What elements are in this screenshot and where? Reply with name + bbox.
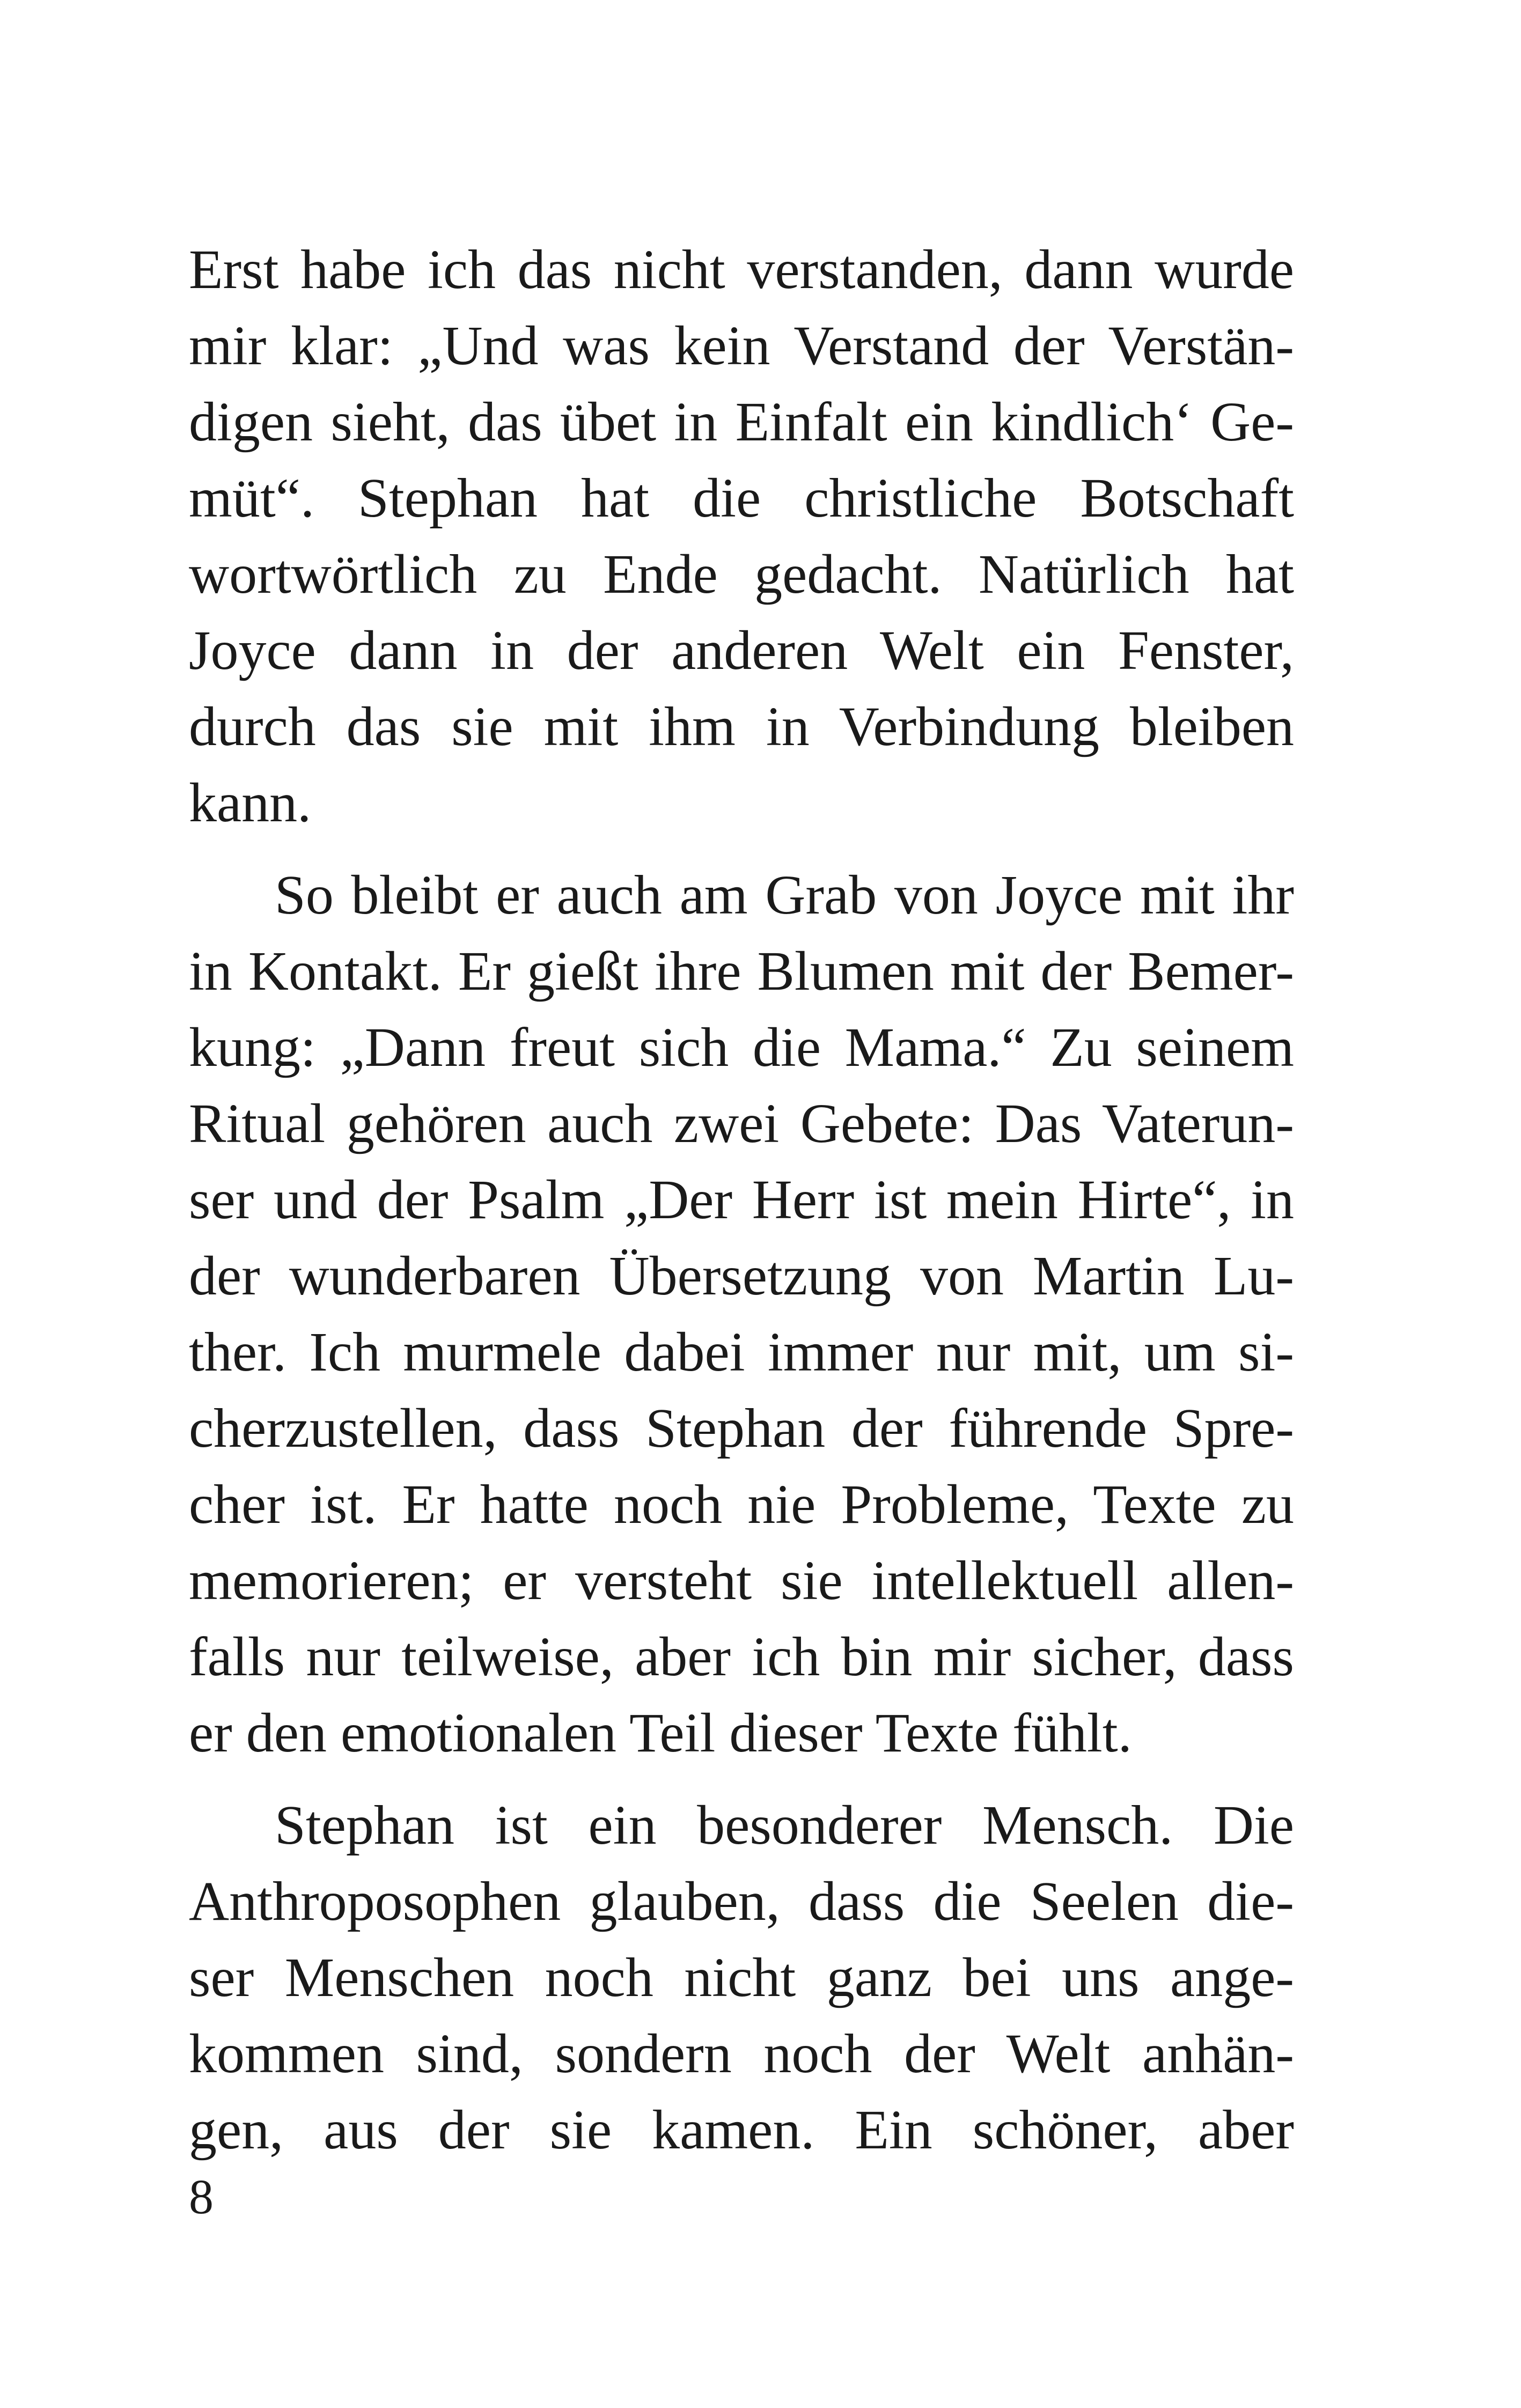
text-line: ther. Ich murmele dabei immer nur mit, um si- (189, 1321, 1294, 1383)
text-line: in Kontakt. Er gießt ihre Blumen mit der Bemer- (189, 940, 1294, 1002)
text-line: gen, aus der sie kamen. Ein schöner, aber (189, 2099, 1294, 2161)
text-line: müt“. Stephan hat die christliche Botschaft (189, 467, 1294, 529)
text-line: So bleibt er auch am Grab von Joyce mit ihr (275, 864, 1294, 926)
text-line: digen sieht, das übet in Einfalt ein kindlich‘ Ge- (189, 391, 1294, 453)
text-line: er den emotionalen Teil dieser Texte fühlt. (189, 1702, 1132, 1764)
paragraph (189, 232, 1294, 841)
text-line: ser Menschen noch nicht ganz bei uns ange- (189, 1947, 1294, 2008)
text-line: cher ist. Er hatte noch nie Probleme, Texte zu (189, 1474, 1294, 1535)
text-line: Ritual gehören auch zwei Gebete: Das Vaterun- (189, 1093, 1294, 1154)
text-line: memorieren; er versteht sie intellektuell allen- (189, 1550, 1294, 1611)
text-line: cherzustellen, dass Stephan der führende Spre- (189, 1397, 1294, 1459)
body-text (189, 232, 1294, 2168)
text-line: kung: „Dann freut sich die Mama.“ Zu seinem (189, 1017, 1294, 1078)
text-line: kommen sind, sondern noch der Welt anhän- (189, 2023, 1294, 2085)
page-number: 8 (189, 2169, 214, 2224)
text-line: falls nur teilweise, aber ich bin mir sicher, dass (189, 1626, 1294, 1688)
text-line: Anthroposophen glauben, dass die Seelen die- (189, 1871, 1294, 1932)
text-line: kann. (189, 772, 312, 834)
paragraph (189, 857, 1294, 1771)
text-line: mir klar: „Und was kein Verstand der Verstän- (189, 315, 1294, 377)
text-line: Stephan ist ein besonderer Mensch. Die (275, 1794, 1294, 1856)
text-line: wortwörtlich zu Ende gedacht. Natürlich hat (189, 543, 1294, 605)
text-line: der wunderbaren Übersetzung von Martin Lu- (189, 1245, 1294, 1307)
text-line: Erst habe ich das nicht verstanden, dann wurde (189, 239, 1294, 300)
text-line: Joyce dann in der anderen Welt ein Fenster, (189, 620, 1294, 681)
text-line: ser und der Psalm „Der Herr ist mein Hirte“, in (189, 1169, 1294, 1231)
text-line: durch das sie mit ihm in Verbindung bleiben (189, 696, 1294, 757)
paragraph (189, 1787, 1294, 2168)
